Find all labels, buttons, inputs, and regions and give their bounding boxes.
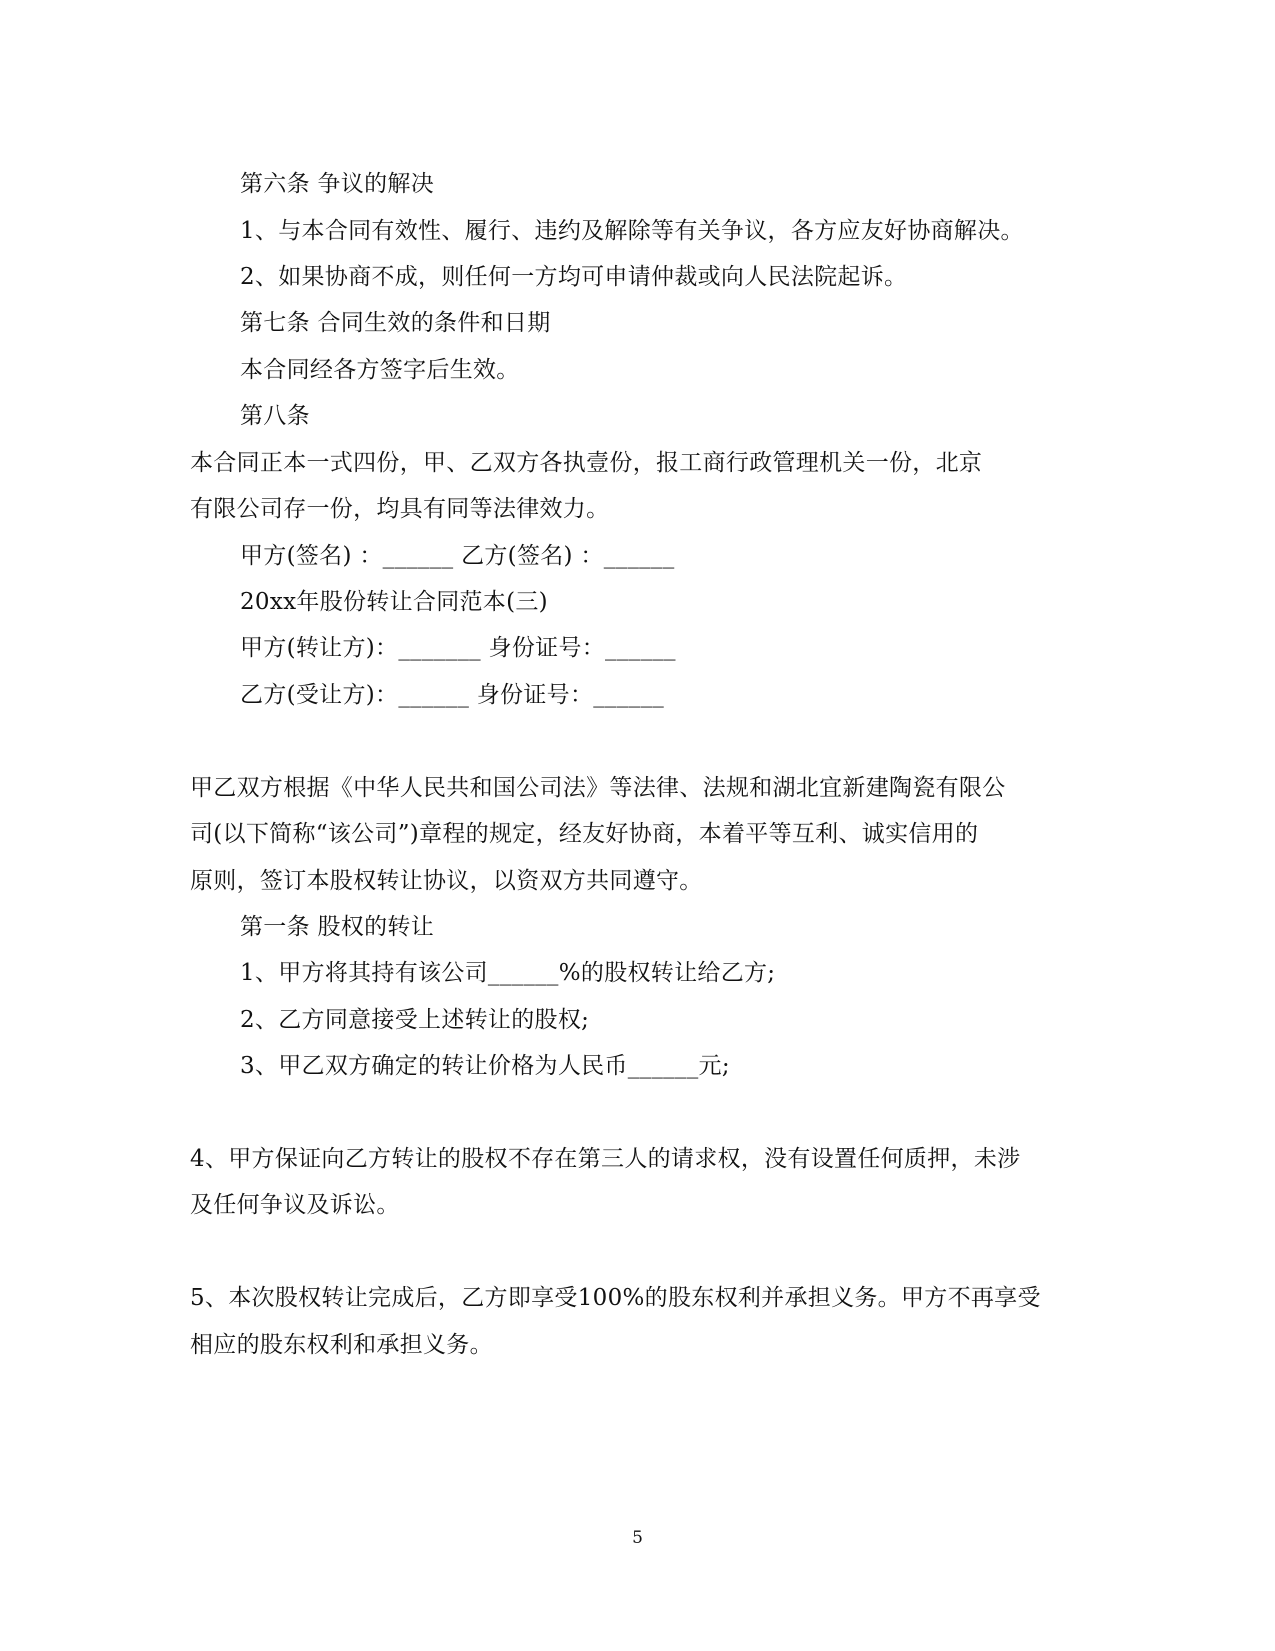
party-a-line: 甲方(转让方)：_______ 身份证号：______ bbox=[240, 635, 676, 661]
article-6-heading: 第六条 争议的解决 bbox=[240, 171, 435, 197]
article-6-clause-1: 1、与本合同有效性、履行、违约及解除等有关争议，各方应友好协商解决。 bbox=[240, 218, 1024, 244]
article-7-heading: 第七条 合同生效的条件和日期 bbox=[240, 310, 551, 336]
page-number: 5 bbox=[632, 1528, 643, 1548]
article-7-text: 本合同经各方签字后生效。 bbox=[240, 357, 520, 383]
article-6-clause-2: 2、如果协商不成，则任何一方均可申请仲裁或向人民法院起诉。 bbox=[240, 264, 908, 290]
article-1-clause-1: 1、甲方将其持有该公司______%的股权转让给乙方; bbox=[240, 960, 776, 986]
article-1-clause-4-line-2: 及任何争议及诉讼。 bbox=[190, 1192, 400, 1218]
article-8-text-line-1: 本合同正本一式四份，甲、乙双方各执壹份，报工商行政管理机关一份，北京 bbox=[190, 450, 983, 476]
article-8-text-line-2: 有限公司存一份，均具有同等法律效力。 bbox=[190, 496, 610, 522]
template-title: 20xx年股份转让合同范本(三) bbox=[240, 589, 548, 615]
article-8-heading: 第八条 bbox=[240, 403, 310, 429]
article-1-clause-5-line-2: 相应的股东权利和承担义务。 bbox=[190, 1332, 493, 1358]
signature-line: 甲方(签名) ：______ 乙方(签名) ：______ bbox=[240, 543, 675, 569]
article-1-clause-5-line-1: 5、本次股权转让完成后，乙方即享受100%的股东权利并承担义务。甲方不再享受 bbox=[190, 1285, 1041, 1311]
preamble-line-1: 甲乙双方根据《中华人民共和国公司法》等法律、法规和湖北宜新建陶瓷有限公 bbox=[190, 775, 1006, 801]
article-1-heading: 第一条 股权的转让 bbox=[240, 914, 435, 940]
preamble-line-2: 司(以下简称“该公司”)章程的规定，经友好协商，本着平等互利、诚实信用的 bbox=[190, 821, 979, 847]
article-1-clause-2: 2、乙方同意接受上述转让的股权; bbox=[240, 1007, 590, 1033]
party-b-line: 乙方(受让方)：______ 身份证号：______ bbox=[240, 682, 665, 708]
article-1-clause-4-line-1: 4、甲方保证向乙方转让的股权不存在第三人的请求权，没有设置任何质押，未涉 bbox=[190, 1146, 1021, 1172]
article-1-clause-3: 3、甲乙双方确定的转让价格为人民币______元; bbox=[240, 1053, 730, 1079]
preamble-line-3: 原则，签订本股权转让协议，以资双方共同遵守。 bbox=[190, 868, 703, 894]
